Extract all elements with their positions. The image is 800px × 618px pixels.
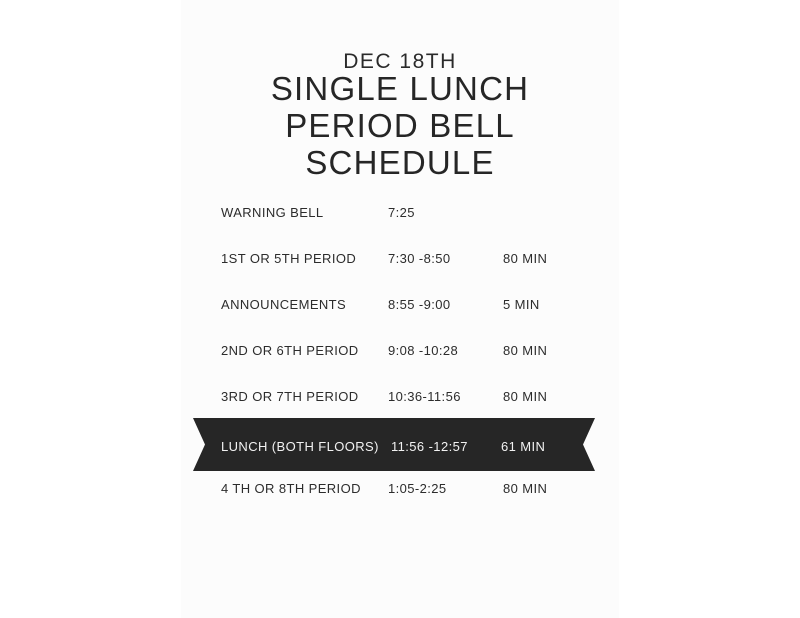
row-time: 11:56 -12:57	[391, 439, 468, 454]
title-line-2: PERIOD BELL	[285, 107, 515, 144]
schedule-row-lunch	[181, 437, 619, 457]
row-time: 8:55 -9:00	[388, 297, 451, 312]
row-duration: 5 MIN	[503, 297, 540, 312]
row-time: 9:08 -10:28	[388, 343, 459, 358]
row-time: 10:36-11:56	[388, 389, 461, 404]
row-duration: 80 MIN	[503, 389, 548, 404]
title-line-1: SINGLE LUNCH	[270, 70, 530, 107]
row-name: LUNCH (BOTH FLOORS)	[221, 439, 379, 454]
row-duration: 80 MIN	[503, 343, 548, 358]
row-name: WARNING BELL	[221, 205, 324, 220]
title-line-3: SCHEDULE	[305, 144, 495, 181]
schedule-row-period-1-5	[181, 249, 619, 269]
row-name: 1ST OR 5TH PERIOD	[221, 251, 357, 266]
row-duration: 61 MIN	[501, 439, 546, 454]
row-duration: 80 MIN	[503, 251, 548, 266]
schedule-row-announcements	[181, 295, 619, 315]
row-time: 7:30 -8:50	[388, 251, 451, 266]
schedule-title	[181, 70, 619, 181]
schedule-sheet	[181, 0, 619, 618]
schedule-row-period-2-6	[181, 341, 619, 361]
row-time: 1:05-2:25	[388, 481, 447, 496]
row-duration: 80 MIN	[503, 481, 548, 496]
row-name: 3RD OR 7TH PERIOD	[221, 389, 359, 404]
schedule-row-period-3-7	[181, 387, 619, 407]
row-time: 7:25	[388, 205, 415, 220]
row-name: 4 TH OR 8TH PERIOD	[221, 481, 361, 496]
row-name: ANNOUNCEMENTS	[221, 297, 347, 312]
schedule-row-warning-bell	[181, 203, 619, 223]
schedule-row-period-4-8	[181, 479, 619, 499]
schedule-date: DEC 18TH	[343, 50, 457, 73]
row-name: 2ND OR 6TH PERIOD	[221, 343, 359, 358]
